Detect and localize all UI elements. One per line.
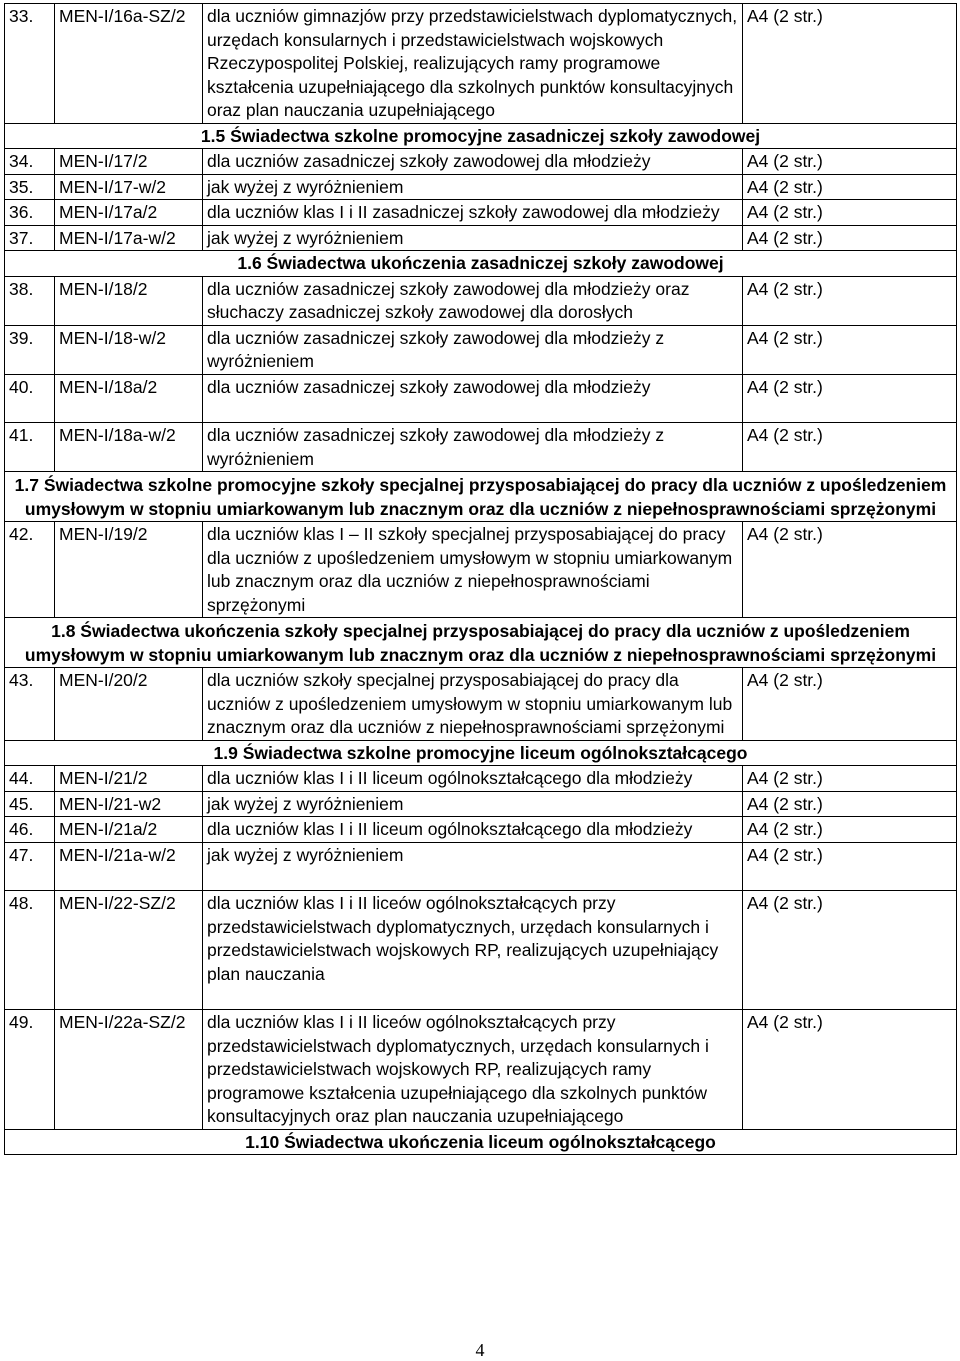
row-number: 39. xyxy=(5,325,55,374)
row-number: 47. xyxy=(5,842,55,891)
forms-table xyxy=(4,3,957,1155)
form-description: dla uczniów zasadniczej szkoły zawodowej dla młodzieży oraz słuchaczy zasadniczej szkoły zawodowej dla dorosłych xyxy=(203,276,743,325)
row-number: 41. xyxy=(5,423,55,472)
form-code: MEN-I/17/2 xyxy=(55,149,203,175)
table-row xyxy=(5,225,957,251)
form-format: A4 (2 str.) xyxy=(743,200,957,226)
table-row xyxy=(5,276,957,325)
form-description: jak wyżej z wyróżnieniem xyxy=(203,174,743,200)
form-format: A4 (2 str.) xyxy=(743,668,957,741)
form-description: dla uczniów zasadniczej szkoły zawodowej dla młodzieży xyxy=(203,374,743,423)
table-row xyxy=(5,200,957,226)
form-format: A4 (2 str.) xyxy=(743,791,957,817)
form-description: jak wyżej z wyróżnieniem xyxy=(203,791,743,817)
table-row xyxy=(5,817,957,843)
form-code: MEN-I/19/2 xyxy=(55,522,203,618)
table-row xyxy=(5,668,957,741)
table-row xyxy=(5,4,957,124)
form-format: A4 (2 str.) xyxy=(743,423,957,472)
form-description: dla uczniów klas I i II liceów ogólnokształcących przy przedstawicielstwach dyplomatycznych, urzędach konsularnych i przedstawicielstwach wojskowych RP, realizujących uzupełniający plan nauczania xyxy=(203,891,743,1010)
form-code: MEN-I/21a/2 xyxy=(55,817,203,843)
row-number: 40. xyxy=(5,374,55,423)
form-code: MEN-I/18-w/2 xyxy=(55,325,203,374)
form-code: MEN-I/22-SZ/2 xyxy=(55,891,203,1010)
table-row xyxy=(5,149,957,175)
document-page xyxy=(4,3,956,1155)
row-number: 34. xyxy=(5,149,55,175)
form-format: A4 (2 str.) xyxy=(743,817,957,843)
section-heading-row xyxy=(5,251,957,277)
row-number: 48. xyxy=(5,891,55,1010)
form-code: MEN-I/18a-w/2 xyxy=(55,423,203,472)
forms-table-body xyxy=(5,4,957,1155)
row-number: 37. xyxy=(5,225,55,251)
form-code: MEN-I/20/2 xyxy=(55,668,203,741)
row-number: 45. xyxy=(5,791,55,817)
section-heading: 1.7 Świadectwa szkolne promocyjne szkoły specjalnej przysposabiającej do pracy dla uczniów z upośledzeniem umysłowym w stopniu umiarkowanym lub znacznym oraz dla uczniów z niepełnosprawnościami sprzężonymi xyxy=(5,472,957,522)
form-format: A4 (2 str.) xyxy=(743,276,957,325)
form-description: dla uczniów gimnazjów przy przedstawicielstwach dyplomatycznych, urzędach konsularnych i przedstawicielstwach wojskowych Rzeczypospolitej Polskiej, realizujących ramy programowe kształcenia uzupełniającego dla szkolnych punktów konsultacyjnych oraz plan nauczania uzupełniającego xyxy=(203,4,743,124)
row-number: 38. xyxy=(5,276,55,325)
table-row xyxy=(5,766,957,792)
form-description: dla uczniów klas I – II szkoły specjalnej przysposabiającej do pracy dla uczniów z upośledzeniem umysłowym w stopniu umiarkowanym lub znacznym oraz dla uczniów z niepełnosprawnościami sprzężonymi xyxy=(203,522,743,618)
section-heading: 1.6 Świadectwa ukończenia zasadniczej szkoły zawodowej xyxy=(5,251,957,277)
section-heading: 1.9 Świadectwa szkolne promocyjne liceum ogólnokształcącego xyxy=(5,740,957,766)
row-number: 35. xyxy=(5,174,55,200)
table-row xyxy=(5,891,957,1010)
table-row xyxy=(5,842,957,891)
row-number: 33. xyxy=(5,4,55,124)
form-code: MEN-I/22a-SZ/2 xyxy=(55,1010,203,1130)
form-format: A4 (2 str.) xyxy=(743,766,957,792)
page-number: 4 xyxy=(475,1340,485,1360)
form-description: dla uczniów zasadniczej szkoły zawodowej dla młodzieży z wyróżnieniem xyxy=(203,423,743,472)
form-format: A4 (2 str.) xyxy=(743,225,957,251)
form-code: MEN-I/16a-SZ/2 xyxy=(55,4,203,124)
form-description: dla uczniów zasadniczej szkoły zawodowej dla młodzieży z wyróżnieniem xyxy=(203,325,743,374)
form-description: dla uczniów szkoły specjalnej przysposabiającej do pracy dla uczniów z upośledzeniem umysłowym w stopniu umiarkowanym lub znacznym oraz dla uczniów z niepełnosprawnościami sprzężonymi xyxy=(203,668,743,741)
form-description: dla uczniów klas I i II zasadniczej szkoły zawodowej dla młodzieży xyxy=(203,200,743,226)
row-number: 44. xyxy=(5,766,55,792)
row-number: 46. xyxy=(5,817,55,843)
table-row xyxy=(5,325,957,374)
form-format: A4 (2 str.) xyxy=(743,1010,957,1130)
form-description: jak wyżej z wyróżnieniem xyxy=(203,842,743,891)
section-heading-row xyxy=(5,472,957,522)
form-code: MEN-I/17a-w/2 xyxy=(55,225,203,251)
form-description: dla uczniów zasadniczej szkoły zawodowej dla młodzieży xyxy=(203,149,743,175)
table-row xyxy=(5,791,957,817)
table-row xyxy=(5,1010,957,1130)
table-row xyxy=(5,374,957,423)
row-number: 49. xyxy=(5,1010,55,1130)
form-code: MEN-I/18/2 xyxy=(55,276,203,325)
table-row xyxy=(5,174,957,200)
section-heading: 1.5 Świadectwa szkolne promocyjne zasadniczej szkoły zawodowej xyxy=(5,123,957,149)
form-code: MEN-I/21/2 xyxy=(55,766,203,792)
section-heading-row xyxy=(5,1129,957,1155)
section-heading: 1.10 Świadectwa ukończenia liceum ogólnokształcącego xyxy=(5,1129,957,1155)
table-row xyxy=(5,522,957,618)
form-description: jak wyżej z wyróżnieniem xyxy=(203,225,743,251)
form-description: dla uczniów klas I i II liceum ogólnokształcącego dla młodzieży xyxy=(203,766,743,792)
form-format: A4 (2 str.) xyxy=(743,149,957,175)
form-code: MEN-I/17-w/2 xyxy=(55,174,203,200)
form-code: MEN-I/21-w2 xyxy=(55,791,203,817)
form-format: A4 (2 str.) xyxy=(743,842,957,891)
row-number: 36. xyxy=(5,200,55,226)
section-heading: 1.8 Świadectwa ukończenia szkoły specjalnej przysposabiającej do pracy dla uczniów z upośledzeniem umysłowym w stopniu umiarkowanym lub znacznym oraz dla uczniów z niepełnosprawnościami sprzężonymi xyxy=(5,618,957,668)
section-heading-row xyxy=(5,618,957,668)
form-code: MEN-I/17a/2 xyxy=(55,200,203,226)
form-code: MEN-I/18a/2 xyxy=(55,374,203,423)
table-row xyxy=(5,423,957,472)
section-heading-row xyxy=(5,123,957,149)
form-description: dla uczniów klas I i II liceum ogólnokształcącego dla młodzieży xyxy=(203,817,743,843)
form-description: dla uczniów klas I i II liceów ogólnokształcących przy przedstawicielstwach dyplomatycznych, urzędach konsularnych i przedstawicielstwach wojskowych RP, realizujących ramy programowe kształcenia uzupełniającego dla szkolnych punktów konsultacyjnych oraz plan nauczania uzupełniającego xyxy=(203,1010,743,1130)
form-format: A4 (2 str.) xyxy=(743,891,957,1010)
form-format: A4 (2 str.) xyxy=(743,4,957,124)
section-heading-row xyxy=(5,740,957,766)
form-format: A4 (2 str.) xyxy=(743,374,957,423)
form-format: A4 (2 str.) xyxy=(743,522,957,618)
form-format: A4 (2 str.) xyxy=(743,174,957,200)
form-format: A4 (2 str.) xyxy=(743,325,957,374)
form-code: MEN-I/21a-w/2 xyxy=(55,842,203,891)
row-number: 42. xyxy=(5,522,55,618)
row-number: 43. xyxy=(5,668,55,741)
